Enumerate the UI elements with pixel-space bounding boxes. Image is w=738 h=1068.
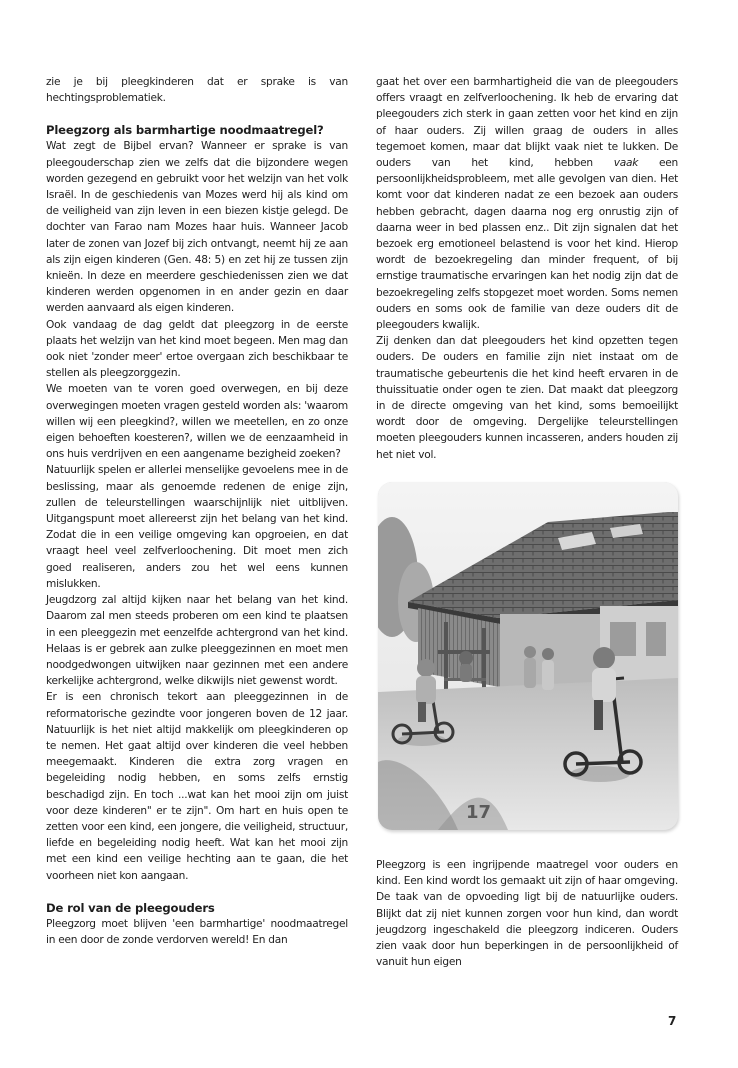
jersey-number: 17	[466, 802, 492, 823]
text-run: gaat het over een barmhartigheid die van de pleegouders offers vraagt en zelfverloochening. Ik heb de ervaring dat pleegouders zich sterk in gaan zetten voor het kind en zijn of haar ouders. Zij willen graag de ouders in alles tegemoet komen, maar dat blijkt vaak niet te lukken. De ouders van het kind, hebben	[376, 76, 678, 170]
text-after-photo	[376, 857, 678, 970]
paragraph	[376, 74, 678, 333]
section-heading-noodmaatregel: Pleegzorg als barmhartige noodmaatregel?	[46, 123, 324, 138]
paragraph: Er is een chronisch tekort aan pleeggezinnen in de reformatorische gezindte voor jongeren boven de 12 jaar. Natuurlijk is het niet altijd makkelijk om pleegkinderen op te nemen. Het gaat altijd over kinderen die veel hebben meegemaakt. Kinderen die extra zorg vragen en begeleiding nodig hebben, en soms zelfs ernstig beschadigd zijn. En toch ...wat kan het mooi zijn om juist voor deze kinderen" er te zijn". Om hart en huis open te zetten voor een kind, een jongere, die veiligheid, structuur, liefde en begeleiding nodig heeft. Wat kan het mooi zijn met een kind een veilige hechting aan te gaan, die het voorheen niet kon aangaan.	[46, 691, 348, 882]
page-number: 7	[668, 1014, 677, 1028]
emphasis-text: vaak	[613, 157, 639, 170]
paragraph: Pleegzorg moet blijven 'een barmhartige' noodmaatregel in een door de zonde verdorven wereld! En dan	[46, 917, 348, 946]
paragraph: Zij denken dan dat pleegouders het kind opzetten tegen ouders. De ouders en familie zijn niet instaat om de traumatische gebeurtenis die het kind heeft ervaren in de thuissituatie onder ogen te zien. Dat maakt dat pleegzorg in de directe omgeving van het kind, soms bemoeilijkt wordt door de omgeving. Dergelijke teleurstellingen moeten pleegouders kunnen incasseren, anders houden zij het niet vol.	[376, 335, 678, 461]
paragraph: We moeten van te voren goed overwegen, en bij deze overwegingen moeten vragen gesteld worden als: 'waarom willen wij een pleegkind?, willen we meetellen, en zo onze eigen behoeften koesteren?, willen we de eenzaamheid in ons huis verdrijven en een aangename bezigheid zoeken?	[46, 383, 349, 461]
paragraph: Pleegzorg is een ingrijpende maatregel voor ouders en kind. Een kind wordt los gemaakt uit zijn of haar omgeving. De taak van de opvoeding ligt bij de natuurlijke ouders. Blijkt dat zij niet kunnen zorgen voor hun kind, dan wordt jeugdzorg ingeschakeld die pleegzorg indiceren. Ouders zien vaak door hun beperkingen in de persoonlijkheid of vanuit hun eigen	[376, 859, 678, 969]
photo-illustration	[378, 482, 678, 830]
right-column	[376, 74, 678, 463]
paragraph: Jeugdzorg zal altijd kijken naar het belang van het kind. Daarom zal men steeds proberen om een kind te plaatsen in een pleeggezin met eenzelfde achtergrond van het kind. Helaas is er gebrek aan zulke pleeggezinnen en moet men noodgedwongen uitwijken naar gezinnen met een andere kerkelijke achtergrond, welke dikwijls niet gewenst wordt.	[46, 594, 348, 688]
paragraph: Ook vandaag de dag geldt dat pleegzorg in de eerste plaats het welzijn van het kind moet begeen. Men mag dan ook niet 'zonder meer' ertoe overgaan zich beschikbaar te stellen als pleegzorggezin.	[46, 318, 348, 380]
paragraph-intro: zie je bij pleegkinderen dat er sprake is van hechtingsproblematiek.	[46, 76, 348, 105]
paragraph: Natuurlijk spelen er allerlei menselijke gevoelens mee in de beslissing, maar als genoemde redenen de enige zijn, zullen de teleurstellingen waarschijnlijk niet uitblijven. Uitgangspunt moet allereerst zijn het belang van het kind. Zodat die in een veilige omgeving kan opgroeien, en dat vraagt heel veel zelfverloochening. Dit moet men zich goed realiseren, anders zou het wel eens kunnen mislukken.	[46, 464, 348, 590]
left-column	[46, 74, 348, 948]
paragraph: Wat zegt de Bijbel ervan? Wanneer er sprake is van pleegouderschap zien we zelfs dat die bijzondere wegen worden gezegend en gebruikt voor het welzijn van het volk Israël. In de geschiedenis van Mozes werd hij als kind om de veiligheid van zijn leven in een biezen kistje gelegd. De dochter van Farao nam Mozes haar huis. Wanneer Jacob later de zonen van Jozef bij zich ontvangt, neemt hij ze aan als zijn eigen kinderen (Gen. 48: 5) en zet hij ze tussen zijn knieën. In deze en meerdere geschiedenissen zien we dat kinderen werden opgenomen in en ander gezin en daar werden aanvaard als eigen kinderen.	[46, 140, 348, 315]
text-run: een persoonlijkheidsprobleem, met alle gevolgen van dien. Het komt voor dat kinderen nadat ze een bezoek aan ouders hebben gebracht, dagen daarna nog erg onrustig zijn of daarna weer in bed plassen enz.. Dit zijn signalen dat het bezoek erg emotioneel belastend is voor het kind. Hierop wordt de bezoekregeling dan minder frequent, of bij ernstige traumatische ervaringen kan het nodig zijn dat de bezoekregeling zelfs stopgezet moet worden. Soms nemen ouders en soms ook de familie van deze ouders dit de pleegouders kwalijk.	[376, 157, 678, 332]
section-heading-rol-pleegouders: De rol van de pleegouders	[46, 900, 215, 915]
playground-photo	[378, 482, 678, 830]
